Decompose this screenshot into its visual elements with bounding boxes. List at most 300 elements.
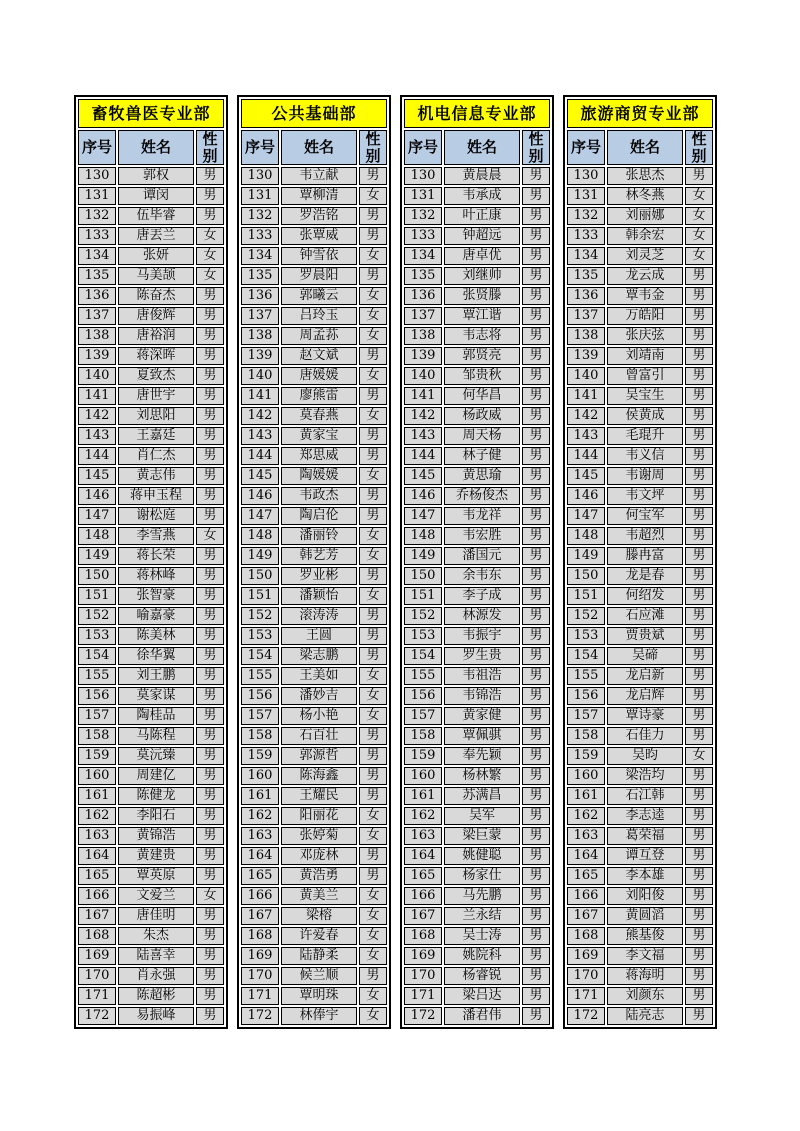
student-name-cell: 张婷菊: [281, 827, 357, 845]
gender-cell: 男: [685, 847, 713, 865]
student-name-cell: 王嘉廷: [118, 427, 194, 445]
row-index-cell: 142: [241, 407, 279, 425]
table-row: [78, 307, 224, 325]
table-row: [241, 467, 387, 485]
gender-cell: 男: [522, 787, 550, 805]
student-name-cell: 唐裕润: [118, 327, 194, 345]
table-row: [567, 407, 713, 425]
table-row: [567, 187, 713, 205]
table-row: [78, 967, 224, 985]
student-name-cell: 陶桂品: [118, 707, 194, 725]
row-index-cell: 143: [567, 427, 605, 445]
table-row: [567, 607, 713, 625]
table-row: [241, 167, 387, 185]
row-index-cell: 149: [404, 547, 442, 565]
row-index-cell: 160: [567, 767, 605, 785]
row-index-cell: 135: [241, 267, 279, 285]
table-row: [404, 707, 550, 725]
table-row: [404, 967, 550, 985]
gender-cell: 男: [522, 927, 550, 945]
gender-cell: 男: [685, 487, 713, 505]
table-row: [404, 347, 550, 365]
student-name-cell: 郭源哲: [281, 747, 357, 765]
table-row: [241, 407, 387, 425]
student-name-cell: 张覃威: [281, 227, 357, 245]
gender-cell: 男: [685, 367, 713, 385]
gender-cell: 男: [685, 707, 713, 725]
gender-cell: 女: [359, 327, 387, 345]
roster-body: [404, 167, 550, 1025]
gender-cell: 男: [522, 647, 550, 665]
table-row: [241, 187, 387, 205]
row-index-cell: 136: [404, 287, 442, 305]
table-row: [404, 907, 550, 925]
student-name-cell: 乔杨俊杰: [444, 487, 520, 505]
row-index-cell: 155: [567, 667, 605, 685]
student-name-cell: 吴碲: [607, 647, 683, 665]
student-name-cell: 覃诗豪: [607, 707, 683, 725]
table-row: [404, 607, 550, 625]
row-index-cell: 137: [567, 307, 605, 325]
gender-cell: 男: [196, 947, 224, 965]
student-name-cell: 何宝军: [607, 507, 683, 525]
gender-cell: 男: [685, 467, 713, 485]
row-index-cell: 138: [404, 327, 442, 345]
student-name-cell: 夏致杰: [118, 367, 194, 385]
row-index-cell: 166: [241, 887, 279, 905]
student-name-cell: 石应滩: [607, 607, 683, 625]
department-title-row: [567, 99, 713, 128]
row-index-cell: 154: [78, 647, 116, 665]
gender-cell: 男: [196, 167, 224, 185]
student-name-cell: 林俸宇: [281, 1007, 357, 1025]
student-name-cell: 何华昌: [444, 387, 520, 405]
gender-cell: 女: [359, 947, 387, 965]
gender-cell: 男: [522, 407, 550, 425]
table-row: [404, 647, 550, 665]
student-name-cell: 万皓阳: [607, 307, 683, 325]
table-row: [241, 507, 387, 525]
student-name-cell: 韦立献: [281, 167, 357, 185]
row-index-cell: 156: [241, 687, 279, 705]
row-index-cell: 168: [78, 927, 116, 945]
student-name-cell: 韦文坪: [607, 487, 683, 505]
table-row: [567, 847, 713, 865]
gender-cell: 男: [522, 287, 550, 305]
table-row: [241, 607, 387, 625]
table-row: [567, 967, 713, 985]
student-name-cell: 覃明珠: [281, 987, 357, 1005]
gender-cell: 男: [196, 407, 224, 425]
row-index-cell: 150: [78, 567, 116, 585]
table-row: [241, 287, 387, 305]
table-row: [241, 707, 387, 725]
table-row: [567, 447, 713, 465]
column-header-gender: 性别: [522, 130, 550, 165]
gender-cell: 男: [359, 727, 387, 745]
student-name-cell: 陈美林: [118, 627, 194, 645]
table-row: [567, 807, 713, 825]
row-index-cell: 160: [78, 767, 116, 785]
student-name-cell: 莫家谋: [118, 687, 194, 705]
gender-cell: 男: [685, 587, 713, 605]
student-name-cell: 葛荣福: [607, 827, 683, 845]
row-index-cell: 151: [78, 587, 116, 605]
gender-cell: 男: [196, 867, 224, 885]
gender-cell: 男: [196, 207, 224, 225]
gender-cell: 男: [685, 987, 713, 1005]
table-row: [567, 587, 713, 605]
student-name-cell: 杨林繁: [444, 767, 520, 785]
student-name-cell: 滚涛涛: [281, 607, 357, 625]
student-name-cell: 陶媛媛: [281, 467, 357, 485]
row-index-cell: 145: [241, 467, 279, 485]
row-index-cell: 159: [78, 747, 116, 765]
gender-cell: 男: [196, 487, 224, 505]
column-header-name: 姓名: [281, 130, 357, 165]
gender-cell: 男: [522, 167, 550, 185]
student-name-cell: 廖熊雷: [281, 387, 357, 405]
table-row: [404, 727, 550, 745]
student-name-cell: 马陈程: [118, 727, 194, 745]
table-row: [567, 667, 713, 685]
row-index-cell: 169: [241, 947, 279, 965]
row-index-cell: 167: [567, 907, 605, 925]
table-row: [404, 467, 550, 485]
gender-cell: 男: [522, 327, 550, 345]
table-row: [241, 847, 387, 865]
gender-cell: 男: [685, 947, 713, 965]
student-name-cell: 龙是春: [607, 567, 683, 585]
table-row: [78, 627, 224, 645]
student-name-cell: 苏满昌: [444, 787, 520, 805]
table-row: [78, 207, 224, 225]
row-index-cell: 132: [404, 207, 442, 225]
row-index-cell: 131: [567, 187, 605, 205]
column-header-gender: 性别: [359, 130, 387, 165]
table-row: [404, 1007, 550, 1025]
table-row: [241, 247, 387, 265]
gender-cell: 男: [522, 627, 550, 645]
row-index-cell: 168: [241, 927, 279, 945]
student-name-cell: 覃柳清: [281, 187, 357, 205]
row-index-cell: 157: [241, 707, 279, 725]
table-row: [404, 207, 550, 225]
student-name-cell: 吴士涛: [444, 927, 520, 945]
row-index-cell: 171: [241, 987, 279, 1005]
gender-cell: 男: [522, 427, 550, 445]
student-name-cell: 陶启伦: [281, 507, 357, 525]
gender-cell: 男: [685, 807, 713, 825]
table-row: [404, 567, 550, 585]
column-header-row: [241, 130, 387, 165]
row-index-cell: 140: [241, 367, 279, 385]
table-row: [78, 727, 224, 745]
row-index-cell: 149: [567, 547, 605, 565]
gender-cell: 女: [685, 207, 713, 225]
student-name-cell: 陈海鑫: [281, 767, 357, 785]
student-name-cell: 郭权: [118, 167, 194, 185]
row-index-cell: 166: [404, 887, 442, 905]
student-name-cell: 唐世宇: [118, 387, 194, 405]
table-row: [78, 407, 224, 425]
student-name-cell: 吴军: [444, 807, 520, 825]
gender-cell: 男: [522, 507, 550, 525]
gender-cell: 女: [359, 987, 387, 1005]
roster-body: [78, 167, 224, 1025]
student-name-cell: 郭贤亮: [444, 347, 520, 365]
table-row: [241, 587, 387, 605]
student-name-cell: 黄圆滔: [607, 907, 683, 925]
row-index-cell: 153: [404, 627, 442, 645]
gender-cell: 男: [196, 927, 224, 945]
table-row: [404, 787, 550, 805]
row-index-cell: 148: [78, 527, 116, 545]
row-index-cell: 130: [404, 167, 442, 185]
row-index-cell: 172: [404, 1007, 442, 1025]
row-index-cell: 131: [404, 187, 442, 205]
row-index-cell: 159: [404, 747, 442, 765]
student-name-cell: 阳丽花: [281, 807, 357, 825]
table-row: [404, 487, 550, 505]
student-name-cell: 伍毕睿: [118, 207, 194, 225]
student-name-cell: 李志逵: [607, 807, 683, 825]
gender-cell: 男: [359, 167, 387, 185]
gender-cell: 男: [196, 547, 224, 565]
gender-cell: 男: [196, 427, 224, 445]
gender-cell: 男: [196, 387, 224, 405]
gender-cell: 男: [522, 847, 550, 865]
row-index-cell: 137: [241, 307, 279, 325]
student-name-cell: 梁巨蒙: [444, 827, 520, 845]
row-index-cell: 153: [567, 627, 605, 645]
column-header-gender: 性别: [685, 130, 713, 165]
table-row: [78, 707, 224, 725]
row-index-cell: 159: [567, 747, 605, 765]
gender-cell: 男: [685, 547, 713, 565]
student-name-cell: 潘国元: [444, 547, 520, 565]
gender-cell: 女: [359, 807, 387, 825]
gender-cell: 女: [196, 527, 224, 545]
table-row: [78, 287, 224, 305]
gender-cell: 男: [685, 447, 713, 465]
row-index-cell: 133: [78, 227, 116, 245]
gender-cell: 男: [685, 387, 713, 405]
gender-cell: 女: [359, 827, 387, 845]
row-index-cell: 141: [78, 387, 116, 405]
row-index-cell: 134: [567, 247, 605, 265]
student-name-cell: 蒋林峰: [118, 567, 194, 585]
gender-cell: 男: [196, 607, 224, 625]
student-name-cell: 龙启辉: [607, 687, 683, 705]
table-row: [241, 747, 387, 765]
gender-cell: 男: [685, 327, 713, 345]
table-row: [404, 827, 550, 845]
gender-cell: 男: [359, 767, 387, 785]
table-row: [404, 667, 550, 685]
row-index-cell: 166: [78, 887, 116, 905]
row-index-cell: 149: [78, 547, 116, 565]
student-name-cell: 唐丟兰: [118, 227, 194, 245]
gender-cell: 男: [196, 707, 224, 725]
row-index-cell: 163: [78, 827, 116, 845]
table-row: [241, 907, 387, 925]
row-index-cell: 132: [241, 207, 279, 225]
table-row: [78, 867, 224, 885]
table-row: [78, 687, 224, 705]
student-name-cell: 黄志伟: [118, 467, 194, 485]
row-index-cell: 162: [78, 807, 116, 825]
table-row: [404, 447, 550, 465]
table-row: [241, 947, 387, 965]
student-name-cell: 梁榕: [281, 907, 357, 925]
table-row: [241, 667, 387, 685]
row-index-cell: 165: [567, 867, 605, 885]
student-name-cell: 张庆弦: [607, 327, 683, 345]
table-row: [567, 167, 713, 185]
student-name-cell: 郭曦云: [281, 287, 357, 305]
student-name-cell: 覃佩骐: [444, 727, 520, 745]
table-row: [241, 487, 387, 505]
student-name-cell: 贾贵斌: [607, 627, 683, 645]
row-index-cell: 139: [404, 347, 442, 365]
table-row: [567, 647, 713, 665]
student-name-cell: 唐媛媛: [281, 367, 357, 385]
row-index-cell: 144: [404, 447, 442, 465]
row-index-cell: 138: [241, 327, 279, 345]
student-name-cell: 杨睿锐: [444, 967, 520, 985]
gender-cell: 男: [359, 747, 387, 765]
row-index-cell: 161: [78, 787, 116, 805]
row-index-cell: 140: [567, 367, 605, 385]
table-row: [241, 987, 387, 1005]
gender-cell: 男: [522, 527, 550, 545]
gender-cell: 男: [522, 707, 550, 725]
row-index-cell: 136: [241, 287, 279, 305]
student-name-cell: 邹贵秋: [444, 367, 520, 385]
table-row: [78, 367, 224, 385]
column-header-index: 序号: [567, 130, 605, 165]
row-index-cell: 172: [78, 1007, 116, 1025]
row-index-cell: 133: [567, 227, 605, 245]
student-name-cell: 林冬燕: [607, 187, 683, 205]
student-name-cell: 林子健: [444, 447, 520, 465]
row-index-cell: 133: [404, 227, 442, 245]
gender-cell: 男: [359, 227, 387, 245]
table-row: [404, 507, 550, 525]
row-index-cell: 167: [78, 907, 116, 925]
gender-cell: 女: [685, 187, 713, 205]
table-row: [404, 527, 550, 545]
gender-cell: 男: [196, 687, 224, 705]
row-index-cell: 167: [241, 907, 279, 925]
row-index-cell: 157: [404, 707, 442, 725]
row-index-cell: 139: [567, 347, 605, 365]
student-name-cell: 唐佳明: [118, 907, 194, 925]
row-index-cell: 158: [567, 727, 605, 745]
roster-table-public-basics: [237, 95, 391, 1029]
row-index-cell: 152: [567, 607, 605, 625]
row-index-cell: 145: [404, 467, 442, 485]
table-row: [567, 547, 713, 565]
table-row: [567, 487, 713, 505]
table-row: [78, 267, 224, 285]
row-index-cell: 134: [404, 247, 442, 265]
table-row: [404, 187, 550, 205]
gender-cell: 男: [685, 907, 713, 925]
row-index-cell: 149: [241, 547, 279, 565]
gender-cell: 男: [685, 1007, 713, 1025]
student-name-cell: 王美如: [281, 667, 357, 685]
row-index-cell: 146: [404, 487, 442, 505]
row-index-cell: 136: [78, 287, 116, 305]
row-index-cell: 142: [78, 407, 116, 425]
student-name-cell: 张思杰: [607, 167, 683, 185]
gender-cell: 男: [522, 807, 550, 825]
student-name-cell: 刘继帅: [444, 267, 520, 285]
table-row: [78, 347, 224, 365]
gender-cell: 男: [359, 647, 387, 665]
student-name-cell: 张智豪: [118, 587, 194, 605]
student-name-cell: 韩余宏: [607, 227, 683, 245]
row-index-cell: 134: [78, 247, 116, 265]
student-name-cell: 钟雪依: [281, 247, 357, 265]
table-row: [404, 627, 550, 645]
student-name-cell: 李阳石: [118, 807, 194, 825]
table-row: [404, 247, 550, 265]
gender-cell: 男: [522, 347, 550, 365]
table-row: [567, 867, 713, 885]
student-name-cell: 龙启新: [607, 667, 683, 685]
column-header-row: [404, 130, 550, 165]
row-index-cell: 152: [241, 607, 279, 625]
student-name-cell: 唐卓优: [444, 247, 520, 265]
gender-cell: 女: [359, 887, 387, 905]
table-row: [241, 887, 387, 905]
column-header-index: 序号: [78, 130, 116, 165]
row-index-cell: 148: [241, 527, 279, 545]
table-row: [241, 967, 387, 985]
row-index-cell: 147: [567, 507, 605, 525]
student-name-cell: 潘妙吉: [281, 687, 357, 705]
table-row: [567, 327, 713, 345]
gender-cell: 男: [196, 967, 224, 985]
student-name-cell: 毛琨升: [607, 427, 683, 445]
student-name-cell: 杨小艳: [281, 707, 357, 725]
gender-cell: 男: [196, 787, 224, 805]
student-name-cell: 石江韩: [607, 787, 683, 805]
table-row: [78, 547, 224, 565]
table-row: [78, 567, 224, 585]
student-name-cell: 黄锦浩: [118, 827, 194, 845]
student-name-cell: 马美颉: [118, 267, 194, 285]
student-name-cell: 覃韦金: [607, 287, 683, 305]
row-index-cell: 143: [78, 427, 116, 445]
row-index-cell: 144: [78, 447, 116, 465]
gender-cell: 女: [685, 747, 713, 765]
gender-cell: 男: [522, 547, 550, 565]
student-name-cell: 陈奋杰: [118, 287, 194, 305]
gender-cell: 男: [685, 527, 713, 545]
table-row: [78, 227, 224, 245]
column-header-name: 姓名: [607, 130, 683, 165]
roster-table-tourism-commerce: [563, 95, 717, 1029]
gender-cell: 男: [522, 687, 550, 705]
student-name-cell: 吕玲玉: [281, 307, 357, 325]
column-header-name: 姓名: [444, 130, 520, 165]
student-name-cell: 韦政杰: [281, 487, 357, 505]
gender-cell: 男: [685, 827, 713, 845]
